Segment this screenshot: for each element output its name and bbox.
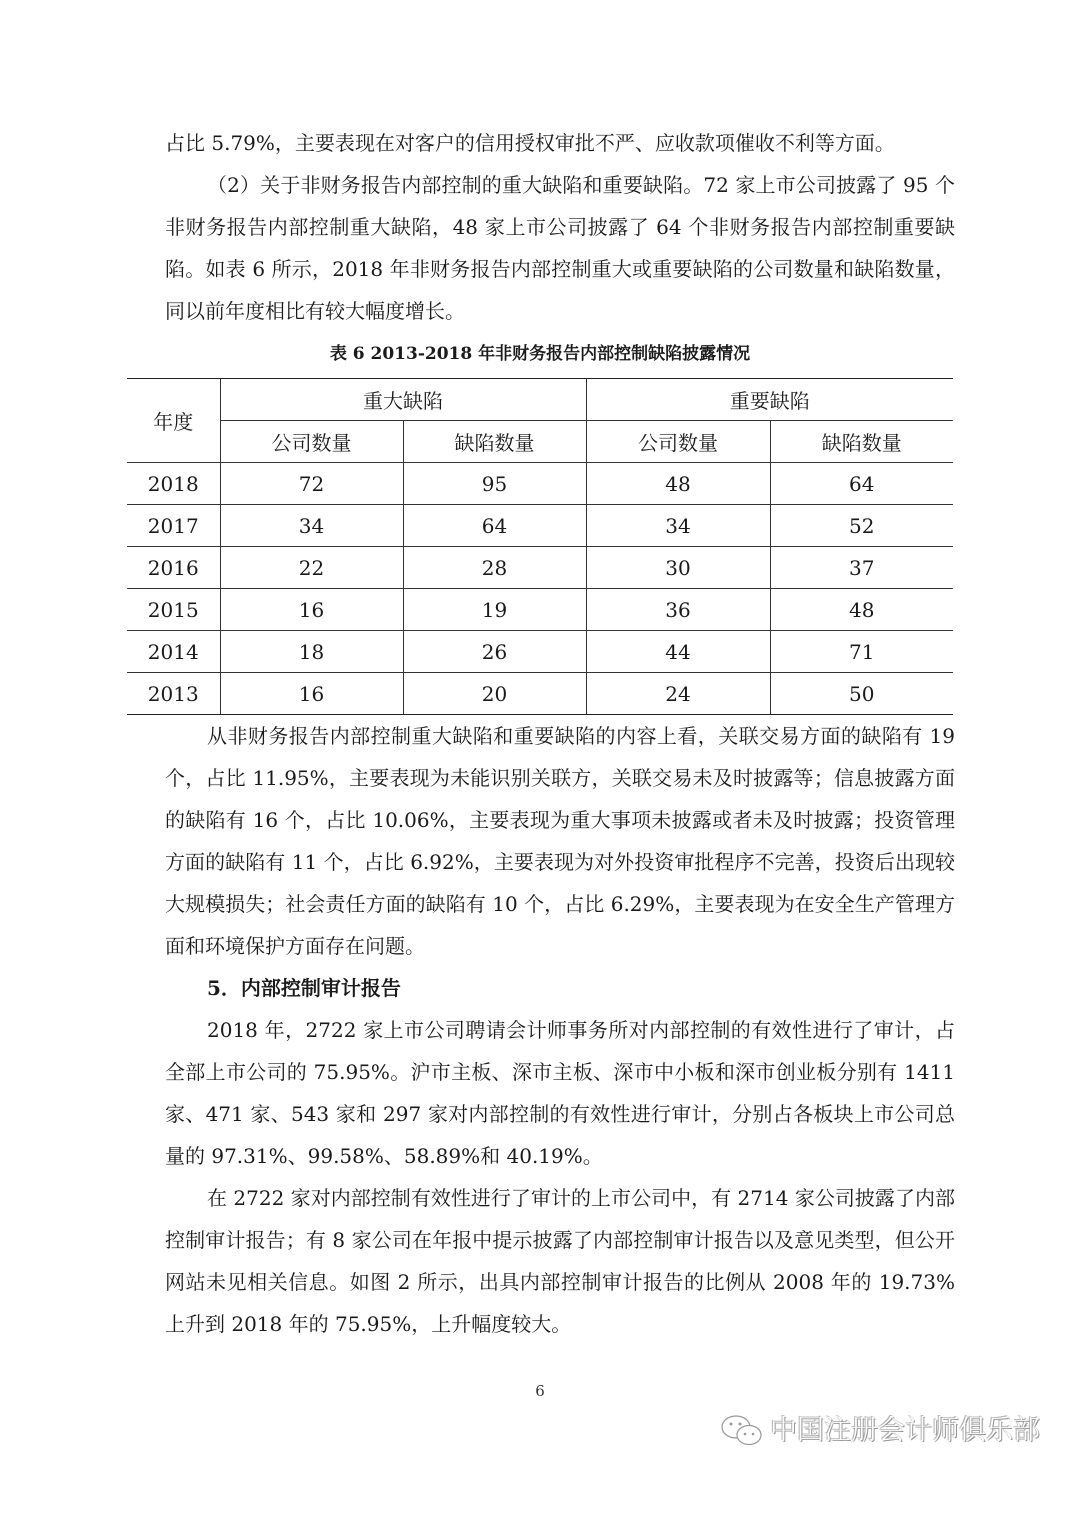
paragraph-defect-content: 从非财务报告内部控制重大缺陷和重要缺陷的内容上看，关联交易方面的缺陷有 19 个，占比 11.95%，主要表现为未能识别关联方，关联交易未及时披露等；信息披露方面的缺陷有 16 个，占比 10.06%，主要表现为重大事项未披露或者未及时披露；投资管理方面的缺陷有 11 个，占比 6.92%，主要表现为对外投资审批程序不完善，投资后出现较大规模损失；社会责任方面的缺陷有 10 个，占比 6.29%，主要表现为在安全生产管理方面和环境保护方面存在问题。 [165,724,955,958]
cell: 64 [403,505,586,547]
table-row [127,547,953,589]
subheader-defect-count: 缺陷数量 [770,421,953,463]
cell-year: 2018 [127,463,220,505]
cell: 37 [770,547,953,589]
paragraph-non-financial-defects: （2）关于非财务报告内部控制的重大缺陷和重要缺陷。72 家上市公司披露了 95 个非财务报告内部控制重大缺陷，48 家上市公司披露了 64 个非财务报告内部控制重要缺陷。如表 6 所示，2018 年非财务报告内部控制重大或重要缺陷的公司数量和缺陷数量，同以前年度相比有较大幅度增长。 [165,173,955,323]
table-row [127,631,953,673]
cell-year: 2015 [127,589,220,631]
cell: 48 [586,463,770,505]
cell: 24 [586,673,770,715]
table-row [127,589,953,631]
cell: 22 [220,547,403,589]
cell: 34 [220,505,403,547]
paragraph-audit-report: 2018 年，2722 家上市公司聘请会计师事务所对内部控制的有效性进行了审计，占全部上市公司的 75.95%。沪市主板、深市主板、深市中小板和深市创业板分别有 1411 家、471 家、543 家和 297 家对内部控制的有效性进行审计，分别占各板块上市公司总量的 97.31%、99.58%、58.89%和 40.19%。 [165,1018,955,1168]
cell: 18 [220,631,403,673]
table-subheader-row [127,421,953,463]
page-number: 6 [535,1382,545,1400]
subheader-defect-count: 缺陷数量 [403,421,586,463]
cell: 16 [220,589,403,631]
subheader-company-count: 公司数量 [586,421,770,463]
wechat-icon [720,1413,764,1449]
page-footer [0,1381,1080,1471]
table-row [127,463,953,505]
defects-table [127,378,953,715]
header-group-important: 重要缺陷 [586,379,953,421]
cell: 16 [220,673,403,715]
cell: 30 [586,547,770,589]
section-heading: 5．内部控制审计报告 [207,976,401,1000]
header-group-major: 重大缺陷 [220,379,586,421]
cell: 48 [770,589,953,631]
watermark-text: 中国注册会计师俱乐部 [770,1415,1040,1446]
table-row [127,505,953,547]
cell: 20 [403,673,586,715]
table-header-row [127,379,953,421]
cell: 34 [586,505,770,547]
cell: 52 [770,505,953,547]
cell: 71 [770,631,953,673]
cell: 50 [770,673,953,715]
watermark [720,1411,1080,1451]
cell: 28 [403,547,586,589]
cell-year: 2014 [127,631,220,673]
cell: 95 [403,463,586,505]
cell: 64 [770,463,953,505]
paragraph-continuation: 占比 5.79%，主要表现在对客户的信用授权审批不严、应收款项催收不利等方面。 [165,131,895,155]
cell: 26 [403,631,586,673]
cell: 19 [403,589,586,631]
cell: 36 [586,589,770,631]
header-year: 年度 [127,379,220,463]
cell: 44 [586,631,770,673]
cell-year: 2016 [127,547,220,589]
table-caption: 表 6 2013-2018 年非财务报告内部控制缺陷披露情况 [329,344,751,364]
subheader-company-count: 公司数量 [220,421,403,463]
paragraph-audit-disclosure: 在 2722 家对内部控制有效性进行了审计的上市公司中，有 2714 家公司披露了内部控制审计报告；有 8 家公司在年报中提示披露了内部控制审计报告以及意见类型，但公开网站未见相关信息。如图 2 所示，出具内部控制审计报告的比例从 2008 年的 19.73%上升到 2018 年的 75.95%，上升幅度较大。 [165,1186,955,1336]
cell: 72 [220,463,403,505]
cell-year: 2013 [127,673,220,715]
cell-year: 2017 [127,505,220,547]
table-row [127,673,953,715]
